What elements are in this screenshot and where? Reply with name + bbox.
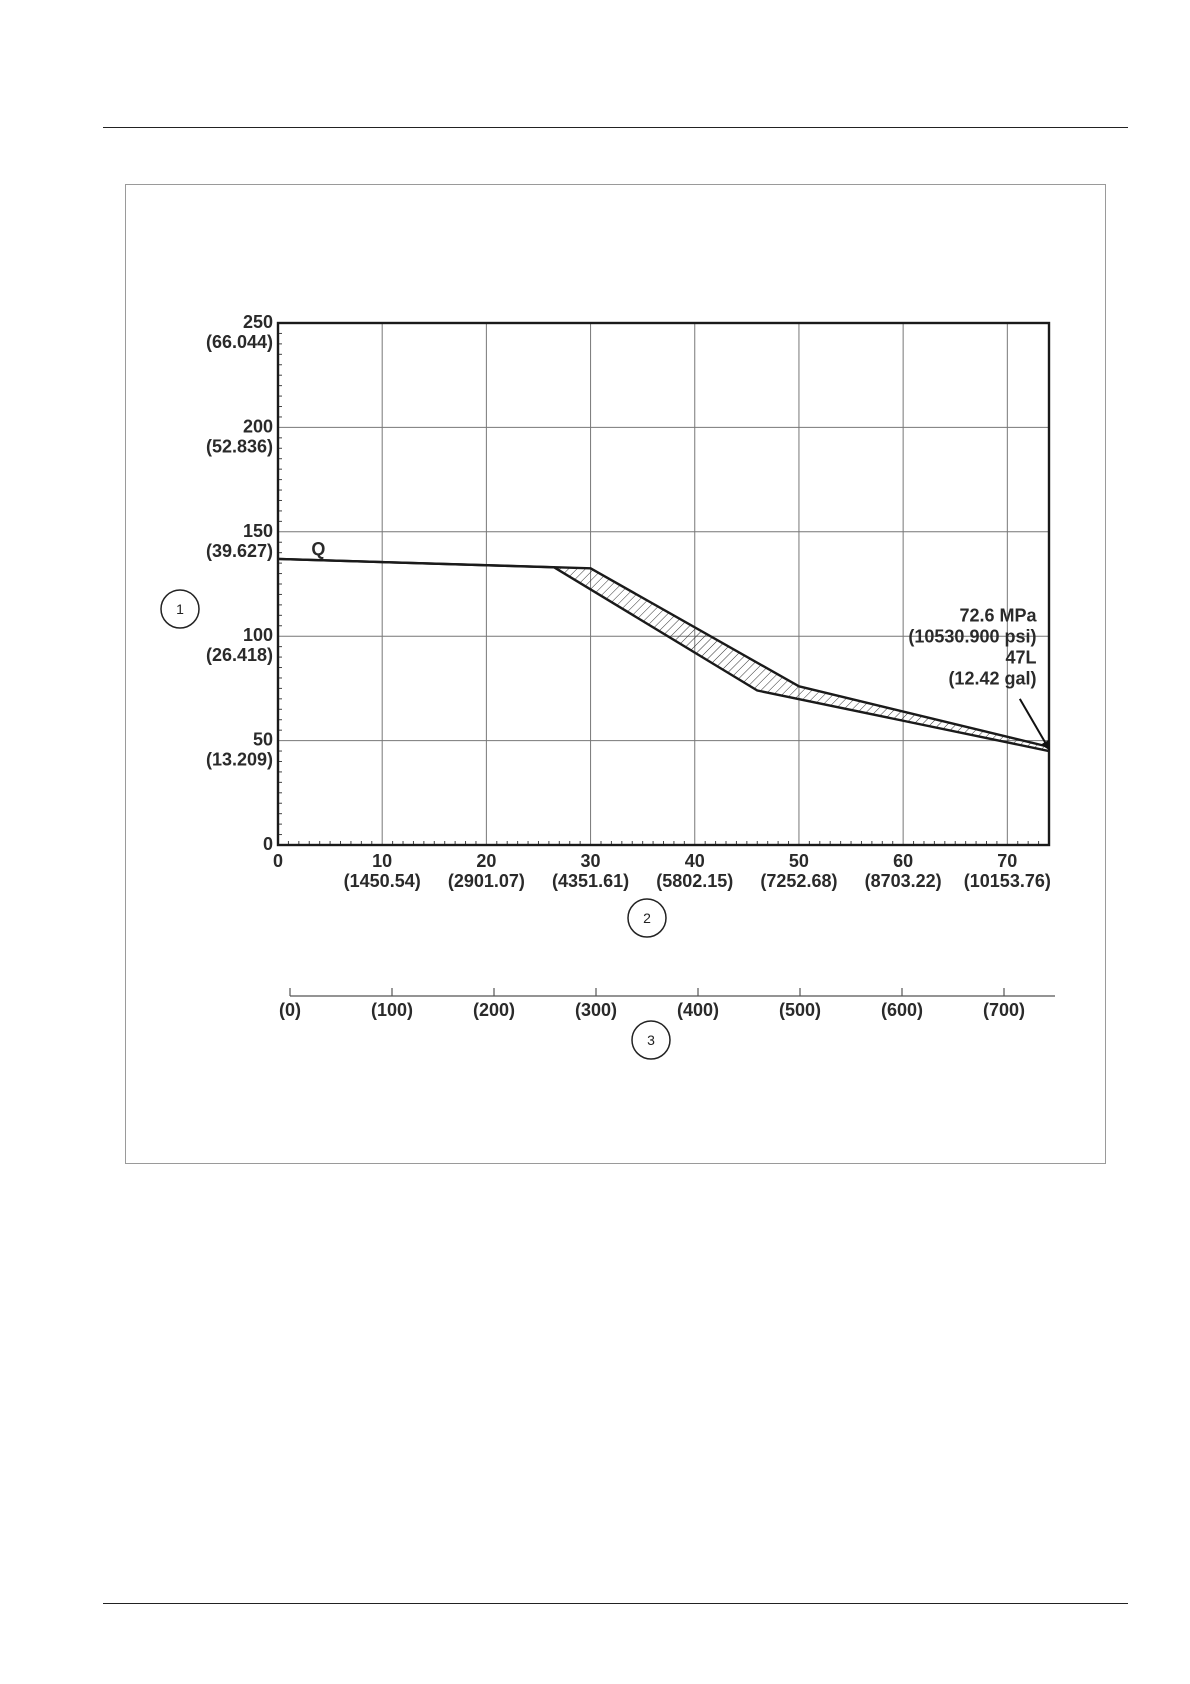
secondary-tick-label: (500) (778, 1000, 822, 1020)
secondary-tick-label: (400) (676, 1000, 720, 1020)
y-tick-label: 50 (252, 729, 273, 750)
series-line-2 (278, 559, 1049, 747)
x-tick-sublabel: (8703.22) (864, 871, 942, 891)
annotation-line: 47L (1005, 647, 1037, 668)
secondary-axis (279, 988, 1055, 1020)
x-tick-label: 20 (476, 851, 497, 871)
grid (278, 323, 1049, 845)
y-tick-label: 100 (242, 625, 273, 646)
x-tick-label: 40 (684, 851, 705, 871)
secondary-tick-label: (600) (880, 1000, 924, 1020)
y-tick-label: 0 (262, 834, 273, 854)
y-tick-sublabel: (39.627) (205, 540, 273, 561)
annotation-line: 72.6 MPa (959, 605, 1037, 626)
y-tick-sublabel: (66.044) (205, 332, 273, 352)
x-tick-sublabel: (10153.76) (963, 871, 1051, 891)
secondary-tick-label: (100) (370, 1000, 414, 1020)
x-tick-sublabel: (4351.61) (552, 871, 630, 891)
x-tick-label: 60 (893, 851, 914, 871)
callout-number-1: 1 (176, 601, 184, 617)
y-tick-sublabel: (26.418) (205, 645, 273, 666)
x-tick-sublabel: (5802.15) (656, 871, 734, 891)
secondary-tick-label: (200) (472, 1000, 516, 1020)
secondary-tick-label: (0) (279, 1000, 301, 1020)
y-tick-sublabel: (13.209) (205, 749, 273, 770)
x-tick-label: 70 (997, 851, 1018, 871)
y-tick-label: 250 (242, 312, 273, 332)
x-tick-label: 30 (580, 851, 601, 871)
x-tick-label: 50 (788, 851, 809, 871)
plot-frame (278, 323, 1049, 845)
minor-ticks (278, 333, 1039, 845)
callout-number-2: 2 (643, 910, 651, 926)
y-tick-label: 200 (242, 416, 273, 437)
x-tick-sublabel: (2901.07) (447, 871, 525, 891)
series-label-q: Q (311, 538, 326, 559)
x-tick-sublabel: (7252.68) (760, 871, 838, 891)
secondary-tick-label: (300) (574, 1000, 618, 1020)
annotation-line: (12.42 gal) (948, 668, 1037, 689)
y-tick-labels (206, 312, 273, 854)
callout-number-3: 3 (647, 1032, 655, 1048)
plot-border (278, 323, 1049, 845)
x-tick-label: 10 (372, 851, 393, 871)
hatched-band-area (278, 559, 1049, 751)
y-tick-sublabel: (52.836) (205, 436, 273, 457)
x-tick-labels (273, 851, 1051, 891)
annotation-line: (10530.900 psi) (908, 626, 1037, 647)
secondary-tick-label: (700) (982, 1000, 1026, 1020)
x-tick-label: 0 (272, 851, 284, 871)
x-tick-sublabel: (1450.54) (343, 871, 421, 891)
hatched-band (278, 559, 1049, 751)
y-tick-label: 150 (242, 520, 273, 541)
